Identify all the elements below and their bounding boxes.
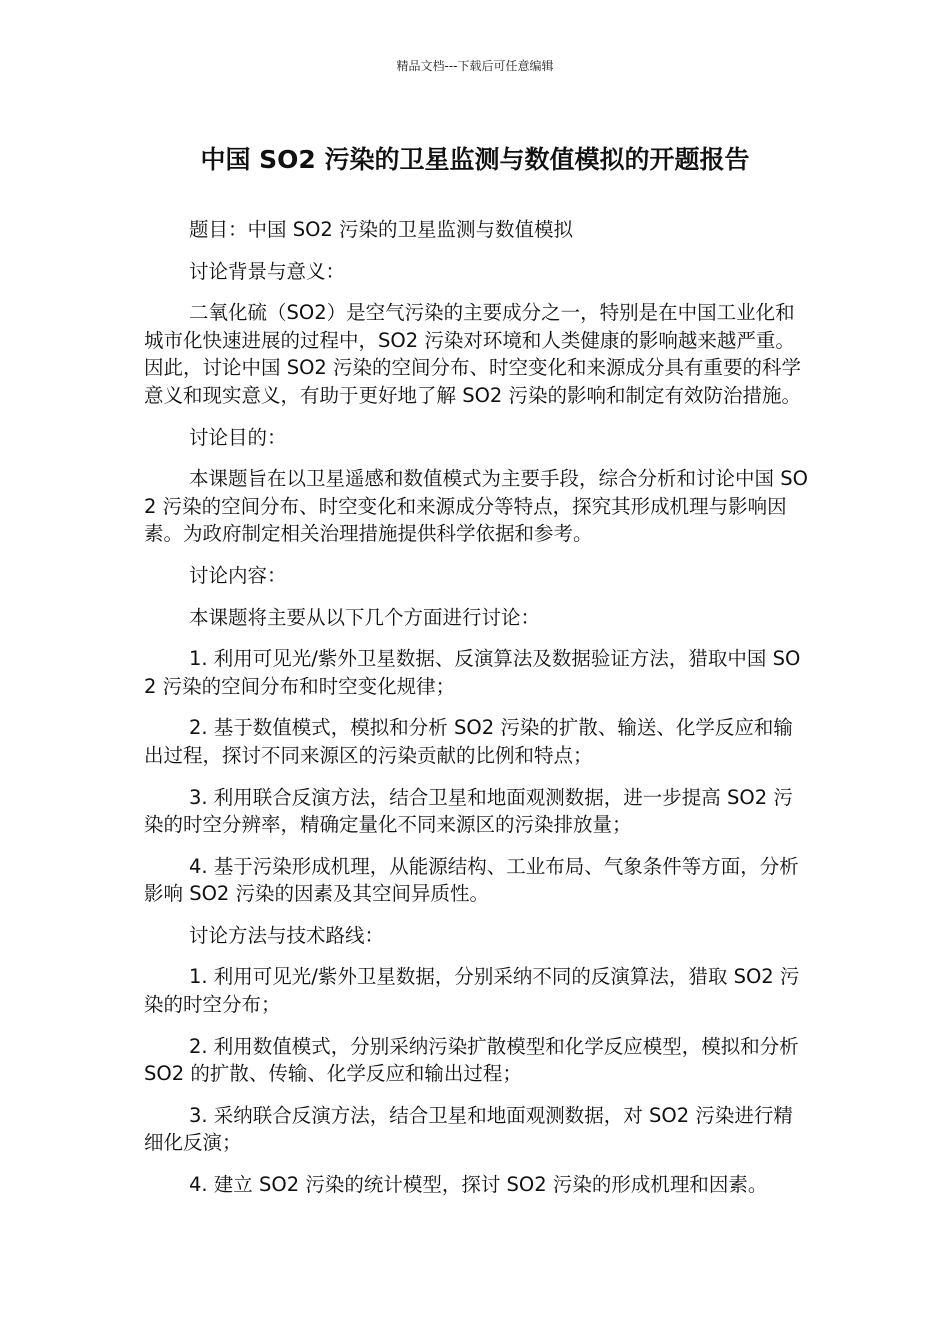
section-heading-content: 讨论内容： xyxy=(189,563,287,587)
list-item-method-2: 2. 利用数值模式，分别采纳污染扩散模型和化学反应模型，模拟和分析 SO2 的扩散、传输、化学反应和输出过程； xyxy=(144,1034,799,1086)
list-item-method-1: 1. 利用可见光/紫外卫星数据，分别采纳不同的反演算法，猎取 SO2 污染的时空分布； xyxy=(144,965,800,1017)
section-heading-background: 讨论背景与意义： xyxy=(189,259,346,283)
document-title: 中国 SO2 污染的卫星监测与数值模拟的开题报告 xyxy=(200,145,750,174)
list-item-method-4: 4. 建立 SO2 污染的统计模型，探讨 SO2 污染的形成机理和因素。 xyxy=(189,1173,768,1197)
list-item-content-2: 2. 基于数值模式，模拟和分析 SO2 污染的扩散、输送、化学反应和输出过程，探讨不同来源区的污染贡献的比例和特点； xyxy=(144,716,793,767)
list-item-method-3: 3. 采纳联合反演方法，结合卫星和地面观测数据，对 SO2 污染进行精细化反演； xyxy=(144,1103,793,1155)
list-item-content-1: 1. 利用可见光/紫外卫星数据、反演算法及数据验证方法，猎取中国 SO2 污染的空间分布和时空变化规律； xyxy=(144,647,801,698)
list-item-content-4: 4. 基于污染形成机理，从能源结构、工业布局、气象条件等方面，分析影响 SO2 污染的因素及其空间异质性。 xyxy=(144,854,799,906)
topic-line: 题目：中国 SO2 污染的卫星监测与数值模拟 xyxy=(189,218,574,241)
document-body xyxy=(144,216,808,1213)
paragraph-content-intro: 本课题将主要从以下几个方面进行讨论： xyxy=(189,605,541,629)
section-heading-methods: 讨论方法与技术路线： xyxy=(189,923,385,947)
list-item-content-3: 3. 利用联合反演方法，结合卫星和地面观测数据，进一步提高 SO2 污染的时空分辨率，精确定量化不同来源区的污染排放量； xyxy=(144,785,793,837)
header-note: 精品文档---下载后可任意编辑 xyxy=(396,59,554,73)
paragraph-purpose: 本课题旨在以卫星遥感和数值模式为主要手段，综合分析和讨论中国 SO2 污染的空间分布、时空变化和来源成分等特点，探究其形成机理与影响因素。为政府制定相关治理措施提供科学依据和参考。 xyxy=(144,467,808,546)
paragraph-background: 二氧化硫（SO2）是空气污染的主要成分之一，特别是在中国工业化和城市化快速进展的过程中，SO2 污染对环境和人类健康的影响越来越严重。因此，讨论中国 SO2 污染的空间分布、时空变化和来源成分具有重要的科学意义和现实意义，有助于更好地了解 SO2 污染的影响和制定有效防治措施。 xyxy=(144,301,802,407)
section-heading-purpose: 讨论目的： xyxy=(189,425,287,449)
